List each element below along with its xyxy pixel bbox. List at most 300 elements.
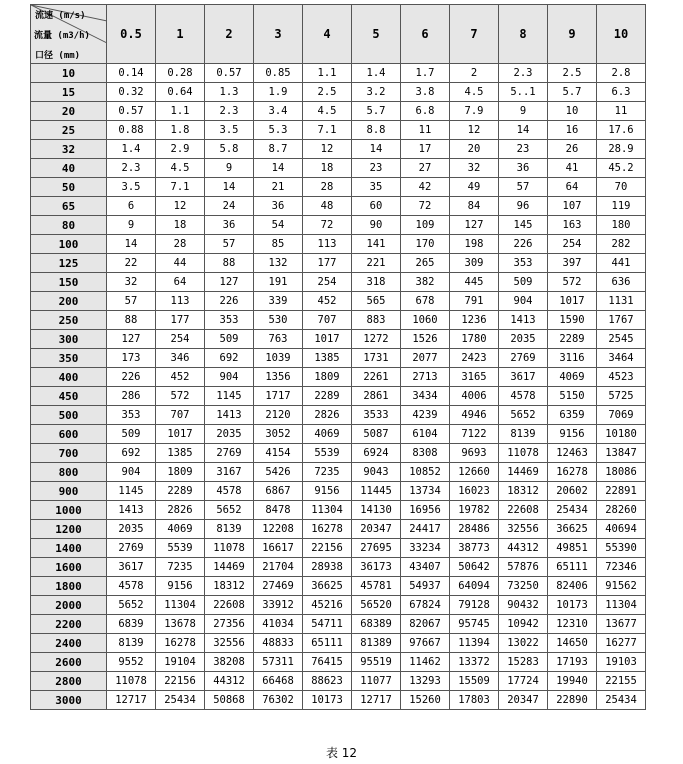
flow-value-cell: 2120 (254, 406, 303, 425)
diameter-cell: 700 (31, 444, 107, 463)
flow-value-cell: 707 (156, 406, 205, 425)
flow-value-cell: 254 (303, 273, 352, 292)
flow-value-cell: 8478 (254, 501, 303, 520)
flow-value-cell: 2289 (548, 330, 597, 349)
flow-value-cell: 9156 (548, 425, 597, 444)
flow-value-cell: 23 (499, 140, 548, 159)
flow-value-cell: 6 (107, 197, 156, 216)
flow-value-cell: 2035 (107, 520, 156, 539)
flow-value-cell: 28 (156, 235, 205, 254)
flow-value-cell: 11078 (107, 672, 156, 691)
diameter-cell: 2200 (31, 615, 107, 634)
diameter-cell: 400 (31, 368, 107, 387)
flow-value-cell: 55390 (597, 539, 646, 558)
flow-value-cell: 7.1 (303, 121, 352, 140)
flow-value-cell: 22890 (548, 691, 597, 710)
flow-value-cell: 32556 (205, 634, 254, 653)
flow-value-cell: 21 (254, 178, 303, 197)
table-row (31, 159, 646, 178)
table-row (31, 178, 646, 197)
flow-value-cell: 5150 (548, 387, 597, 406)
flow-value-cell: 353 (205, 311, 254, 330)
flow-value-cell: 28260 (597, 501, 646, 520)
flow-value-cell: 16956 (401, 501, 450, 520)
table-row (31, 501, 646, 520)
flow-value-cell: 73250 (499, 577, 548, 596)
flow-value-cell: 22 (107, 254, 156, 273)
flow-value-cell: 1590 (548, 311, 597, 330)
flow-value-cell: 18 (156, 216, 205, 235)
flow-value-cell: 38773 (450, 539, 499, 558)
velocity-header-cell: 4 (303, 5, 352, 64)
flow-value-cell: 12463 (548, 444, 597, 463)
flow-value-cell: 72 (401, 197, 450, 216)
flow-value-cell: 82067 (401, 615, 450, 634)
flow-value-cell: 13293 (401, 672, 450, 691)
flow-value-cell: 19782 (450, 501, 499, 520)
flow-value-cell: 3.8 (401, 83, 450, 102)
flow-value-cell: 2.9 (156, 140, 205, 159)
flow-value-cell: 25434 (548, 501, 597, 520)
flow-value-cell: 339 (254, 292, 303, 311)
flow-value-cell: 20602 (548, 482, 597, 501)
flow-value-cell: 5.3 (254, 121, 303, 140)
flow-value-cell: 4.5 (450, 83, 499, 102)
flow-value-cell: 17.6 (597, 121, 646, 140)
flow-value-cell: 57876 (499, 558, 548, 577)
flow-value-cell: 4578 (107, 577, 156, 596)
table-row (31, 292, 646, 311)
flow-value-cell: 12310 (548, 615, 597, 634)
table-row (31, 235, 646, 254)
table-row (31, 330, 646, 349)
flow-value-cell: 1272 (352, 330, 401, 349)
flow-value-cell: 49 (450, 178, 499, 197)
flow-value-cell: 91562 (597, 577, 646, 596)
flow-value-cell: 64094 (450, 577, 499, 596)
flow-value-cell: 14 (499, 121, 548, 140)
table-row (31, 102, 646, 121)
flow-value-cell: 6924 (352, 444, 401, 463)
flow-value-cell: 22891 (597, 482, 646, 501)
flow-value-cell: 35 (352, 178, 401, 197)
flow-value-cell: 20347 (499, 691, 548, 710)
table-row (31, 311, 646, 330)
flow-value-cell: 2289 (303, 387, 352, 406)
diameter-cell: 25 (31, 121, 107, 140)
table-row (31, 482, 646, 501)
flow-value-cell: 1.7 (401, 64, 450, 83)
flow-value-cell: 28486 (450, 520, 499, 539)
flow-value-cell: 18086 (597, 463, 646, 482)
table-body (31, 64, 646, 710)
flow-value-cell: 15283 (499, 653, 548, 672)
diameter-cell: 20 (31, 102, 107, 121)
diameter-cell: 200 (31, 292, 107, 311)
table-row (31, 425, 646, 444)
flow-value-cell: 692 (107, 444, 156, 463)
flow-value-cell: 1385 (303, 349, 352, 368)
velocity-header-cell: 2 (205, 5, 254, 64)
flow-value-cell: 1145 (107, 482, 156, 501)
flow-value-cell: 119 (597, 197, 646, 216)
flow-value-cell: 10180 (597, 425, 646, 444)
flow-value-cell: 60 (352, 197, 401, 216)
flow-value-cell: 198 (450, 235, 499, 254)
table-row (31, 653, 646, 672)
flow-value-cell: 28 (303, 178, 352, 197)
flow-value-cell: 1385 (156, 444, 205, 463)
flow-value-cell: 2.3 (205, 102, 254, 121)
flow-value-cell: 7235 (156, 558, 205, 577)
flow-value-cell: 170 (401, 235, 450, 254)
flow-value-cell: 4578 (205, 482, 254, 501)
flow-value-cell: 9552 (107, 653, 156, 672)
flow-value-cell: 57 (107, 292, 156, 311)
flow-value-cell: 32556 (499, 520, 548, 539)
flow-value-cell: 141 (352, 235, 401, 254)
flow-value-cell: 4069 (156, 520, 205, 539)
flow-value-cell: 2769 (205, 444, 254, 463)
flow-value-cell: 2713 (401, 368, 450, 387)
flow-value-cell: 1145 (205, 387, 254, 406)
flow-value-cell: 19940 (548, 672, 597, 691)
flow-value-cell: 254 (156, 330, 205, 349)
flow-value-cell: 5.7 (548, 83, 597, 102)
flow-value-cell: 12208 (254, 520, 303, 539)
flow-value-cell: 3464 (597, 349, 646, 368)
flow-value-cell: 8139 (107, 634, 156, 653)
flow-value-cell: 904 (107, 463, 156, 482)
flow-value-cell: 221 (352, 254, 401, 273)
flow-value-cell: 19104 (156, 653, 205, 672)
flow-value-cell: 11304 (597, 596, 646, 615)
velocity-header-cell: 9 (548, 5, 597, 64)
table-row (31, 672, 646, 691)
flow-value-cell: 4523 (597, 368, 646, 387)
flow-value-cell: 95519 (352, 653, 401, 672)
flow-value-cell: 5.7 (352, 102, 401, 121)
flow-value-cell: 678 (401, 292, 450, 311)
flow-value-cell: 66468 (254, 672, 303, 691)
flow-value-cell: 13022 (499, 634, 548, 653)
flow-value-cell: 36 (205, 216, 254, 235)
flow-value-cell: 1.4 (352, 64, 401, 83)
flow-value-cell: 82406 (548, 577, 597, 596)
flow-value-cell: 1413 (107, 501, 156, 520)
flow-value-cell: 318 (352, 273, 401, 292)
flow-value-cell: 4006 (450, 387, 499, 406)
flow-value-cell: 11 (597, 102, 646, 121)
flow-value-cell: 88 (205, 254, 254, 273)
flow-value-cell: 14650 (548, 634, 597, 653)
flow-value-cell: 64 (548, 178, 597, 197)
table-row (31, 691, 646, 710)
flow-value-cell: 1.4 (107, 140, 156, 159)
table-row (31, 615, 646, 634)
diameter-cell: 1000 (31, 501, 107, 520)
flow-value-cell: 6867 (254, 482, 303, 501)
flow-value-cell: 20 (450, 140, 499, 159)
flow-value-cell: 1717 (254, 387, 303, 406)
flow-value-cell: 1.1 (156, 102, 205, 121)
flow-value-cell: 5..1 (499, 83, 548, 102)
flow-value-cell: 6359 (548, 406, 597, 425)
table-row (31, 406, 646, 425)
flow-value-cell: 2035 (499, 330, 548, 349)
flow-value-cell: 9 (205, 159, 254, 178)
flow-value-cell: 5426 (254, 463, 303, 482)
flow-value-cell: 88 (107, 311, 156, 330)
flow-value-cell: 2.5 (303, 83, 352, 102)
flow-value-cell: 97667 (401, 634, 450, 653)
flow-value-cell: 16023 (450, 482, 499, 501)
flow-value-cell: 32 (107, 273, 156, 292)
flow-value-cell: 173 (107, 349, 156, 368)
flow-value-cell: 57 (499, 178, 548, 197)
flow-value-cell: 18 (303, 159, 352, 178)
flow-value-cell: 5652 (205, 501, 254, 520)
flow-value-cell: 565 (352, 292, 401, 311)
flow-value-cell: 10173 (548, 596, 597, 615)
flow-value-cell: 8.8 (352, 121, 401, 140)
flow-value-cell: 24417 (401, 520, 450, 539)
table-row (31, 634, 646, 653)
flow-value-cell: 33912 (254, 596, 303, 615)
flow-value-cell: 2.3 (499, 64, 548, 83)
flow-value-cell: 509 (205, 330, 254, 349)
flow-value-cell: 2545 (597, 330, 646, 349)
flow-value-cell: 2769 (499, 349, 548, 368)
diameter-cell: 3000 (31, 691, 107, 710)
flow-value-cell: 4946 (450, 406, 499, 425)
flow-value-cell: 2.5 (548, 64, 597, 83)
flow-value-cell: 177 (156, 311, 205, 330)
velocity-header-cell: 0.5 (107, 5, 156, 64)
flow-value-cell: 509 (499, 273, 548, 292)
flow-rate-table (30, 4, 646, 710)
flow-value-cell: 44 (156, 254, 205, 273)
flow-value-cell: 67824 (401, 596, 450, 615)
flow-value-cell: 26 (548, 140, 597, 159)
table-row (31, 558, 646, 577)
flow-value-cell: 397 (548, 254, 597, 273)
flow-value-cell: 84 (450, 197, 499, 216)
flow-value-cell: 904 (205, 368, 254, 387)
table-row (31, 596, 646, 615)
flow-value-cell: 81389 (352, 634, 401, 653)
flow-value-cell: 1.3 (205, 83, 254, 102)
flow-value-cell: 8.7 (254, 140, 303, 159)
velocity-axis-label: 流速 (m/s) (35, 11, 86, 21)
flow-value-cell: 1413 (205, 406, 254, 425)
flow-value-cell: 36 (499, 159, 548, 178)
diameter-cell: 1600 (31, 558, 107, 577)
flow-value-cell: 177 (303, 254, 352, 273)
flow-value-cell: 1809 (303, 368, 352, 387)
flow-value-cell: 22156 (303, 539, 352, 558)
flow-value-cell: 2.8 (597, 64, 646, 83)
table-row (31, 83, 646, 102)
table-row (31, 520, 646, 539)
velocity-header-cell: 3 (254, 5, 303, 64)
flow-value-cell: 265 (401, 254, 450, 273)
flow-value-cell: 2826 (156, 501, 205, 520)
table-row (31, 273, 646, 292)
flow-value-cell: 11078 (205, 539, 254, 558)
diameter-cell: 15 (31, 83, 107, 102)
flow-value-cell: 27356 (205, 615, 254, 634)
flow-value-cell: 22156 (156, 672, 205, 691)
flow-value-cell: 48833 (254, 634, 303, 653)
flow-value-cell: 14130 (352, 501, 401, 520)
flow-value-cell: 9156 (156, 577, 205, 596)
flow-value-cell: 107 (548, 197, 597, 216)
velocity-header-cell: 1 (156, 5, 205, 64)
flow-value-cell: 15260 (401, 691, 450, 710)
flow-value-cell: 5.8 (205, 140, 254, 159)
diameter-cell: 1400 (31, 539, 107, 558)
flow-value-cell: 282 (597, 235, 646, 254)
table-row (31, 463, 646, 482)
flow-value-cell: 27695 (352, 539, 401, 558)
flow-value-cell: 76302 (254, 691, 303, 710)
diameter-cell: 32 (31, 140, 107, 159)
flow-value-cell: 11077 (352, 672, 401, 691)
flow-value-cell: 1.8 (156, 121, 205, 140)
diameter-cell: 800 (31, 463, 107, 482)
diameter-cell: 50 (31, 178, 107, 197)
flow-value-cell: 636 (597, 273, 646, 292)
flow-value-cell: 79128 (450, 596, 499, 615)
flow-value-cell: 2035 (205, 425, 254, 444)
table-row (31, 444, 646, 463)
flow-value-cell: 28.9 (597, 140, 646, 159)
flow-value-cell: 452 (303, 292, 352, 311)
flow-value-cell: 6104 (401, 425, 450, 444)
table-row (31, 368, 646, 387)
flow-value-cell: 13678 (156, 615, 205, 634)
flow-value-cell: 44312 (205, 672, 254, 691)
flow-value-cell: 11394 (450, 634, 499, 653)
flow-value-cell: 2261 (352, 368, 401, 387)
diameter-cell: 1800 (31, 577, 107, 596)
flow-value-cell: 2423 (450, 349, 499, 368)
flow-value-cell: 1.1 (303, 64, 352, 83)
flow-value-cell: 42 (401, 178, 450, 197)
flow-value-cell: 5087 (352, 425, 401, 444)
flow-value-cell: 4.5 (303, 102, 352, 121)
flow-value-cell: 9043 (352, 463, 401, 482)
velocity-header-cell: 5 (352, 5, 401, 64)
flow-value-cell: 2861 (352, 387, 401, 406)
table-header (31, 5, 646, 64)
flow-value-cell: 883 (352, 311, 401, 330)
diameter-cell: 450 (31, 387, 107, 406)
flow-value-cell: 17 (401, 140, 450, 159)
diameter-cell: 2600 (31, 653, 107, 672)
flow-value-cell: 3.4 (254, 102, 303, 121)
flow-value-cell: 22608 (499, 501, 548, 520)
flow-value-cell: 11 (401, 121, 450, 140)
flow-value-cell: 2826 (303, 406, 352, 425)
flow-value-cell: 353 (499, 254, 548, 273)
diameter-cell: 2000 (31, 596, 107, 615)
flow-value-cell: 127 (205, 273, 254, 292)
flow-value-cell: 72346 (597, 558, 646, 577)
flow-value-cell: 90 (352, 216, 401, 235)
flow-value-cell: 904 (499, 292, 548, 311)
flow-value-cell: 1413 (499, 311, 548, 330)
flow-value-cell: 16617 (254, 539, 303, 558)
flow-value-cell: 180 (597, 216, 646, 235)
flow-value-cell: 4154 (254, 444, 303, 463)
flow-value-cell: 1.9 (254, 83, 303, 102)
flow-value-cell: 4069 (303, 425, 352, 444)
flow-value-cell: 3617 (107, 558, 156, 577)
diameter-cell: 300 (31, 330, 107, 349)
flow-value-cell: 109 (401, 216, 450, 235)
flow-value-cell: 16278 (548, 463, 597, 482)
flow-value-cell: 49851 (548, 539, 597, 558)
flow-value-cell: 9 (499, 102, 548, 121)
flow-value-cell: 56520 (352, 596, 401, 615)
flow-value-cell: 21704 (254, 558, 303, 577)
flow-value-cell: 10173 (303, 691, 352, 710)
flow-value-cell: 1356 (254, 368, 303, 387)
velocity-header-cell: 7 (450, 5, 499, 64)
flow-value-cell: 12 (450, 121, 499, 140)
table-row (31, 349, 646, 368)
flow-value-cell: 226 (499, 235, 548, 254)
flow-value-cell: 13734 (401, 482, 450, 501)
flow-value-cell: 2 (450, 64, 499, 83)
flow-value-cell: 0.14 (107, 64, 156, 83)
flow-value-cell: 163 (548, 216, 597, 235)
flow-value-cell: 226 (205, 292, 254, 311)
flow-value-cell: 3617 (499, 368, 548, 387)
flow-value-cell: 15509 (450, 672, 499, 691)
flow-value-cell: 54 (254, 216, 303, 235)
flow-value-cell: 763 (254, 330, 303, 349)
flow-value-cell: 2769 (107, 539, 156, 558)
diameter-cell: 150 (31, 273, 107, 292)
diameter-cell: 40 (31, 159, 107, 178)
flow-value-cell: 5539 (303, 444, 352, 463)
diameter-cell: 100 (31, 235, 107, 254)
flow-value-cell: 14 (254, 159, 303, 178)
flow-value-cell: 1731 (352, 349, 401, 368)
flow-value-cell: 13677 (597, 615, 646, 634)
flow-value-cell: 36173 (352, 558, 401, 577)
flow-value-cell: 14469 (205, 558, 254, 577)
flow-value-cell: 50868 (205, 691, 254, 710)
flow-value-cell: 48 (303, 197, 352, 216)
flow-value-cell: 1767 (597, 311, 646, 330)
flow-value-cell: 24 (205, 197, 254, 216)
diameter-cell: 2400 (31, 634, 107, 653)
flow-value-cell: 25434 (597, 691, 646, 710)
flow-value-cell: 791 (450, 292, 499, 311)
flow-value-cell: 1780 (450, 330, 499, 349)
flow-value-cell: 41034 (254, 615, 303, 634)
flow-value-cell: 8308 (401, 444, 450, 463)
flow-value-cell: 11445 (352, 482, 401, 501)
flow-value-cell: 6839 (107, 615, 156, 634)
flow-value-cell: 5539 (156, 539, 205, 558)
flow-value-cell: 36 (254, 197, 303, 216)
flow-value-cell: 0.57 (107, 102, 156, 121)
